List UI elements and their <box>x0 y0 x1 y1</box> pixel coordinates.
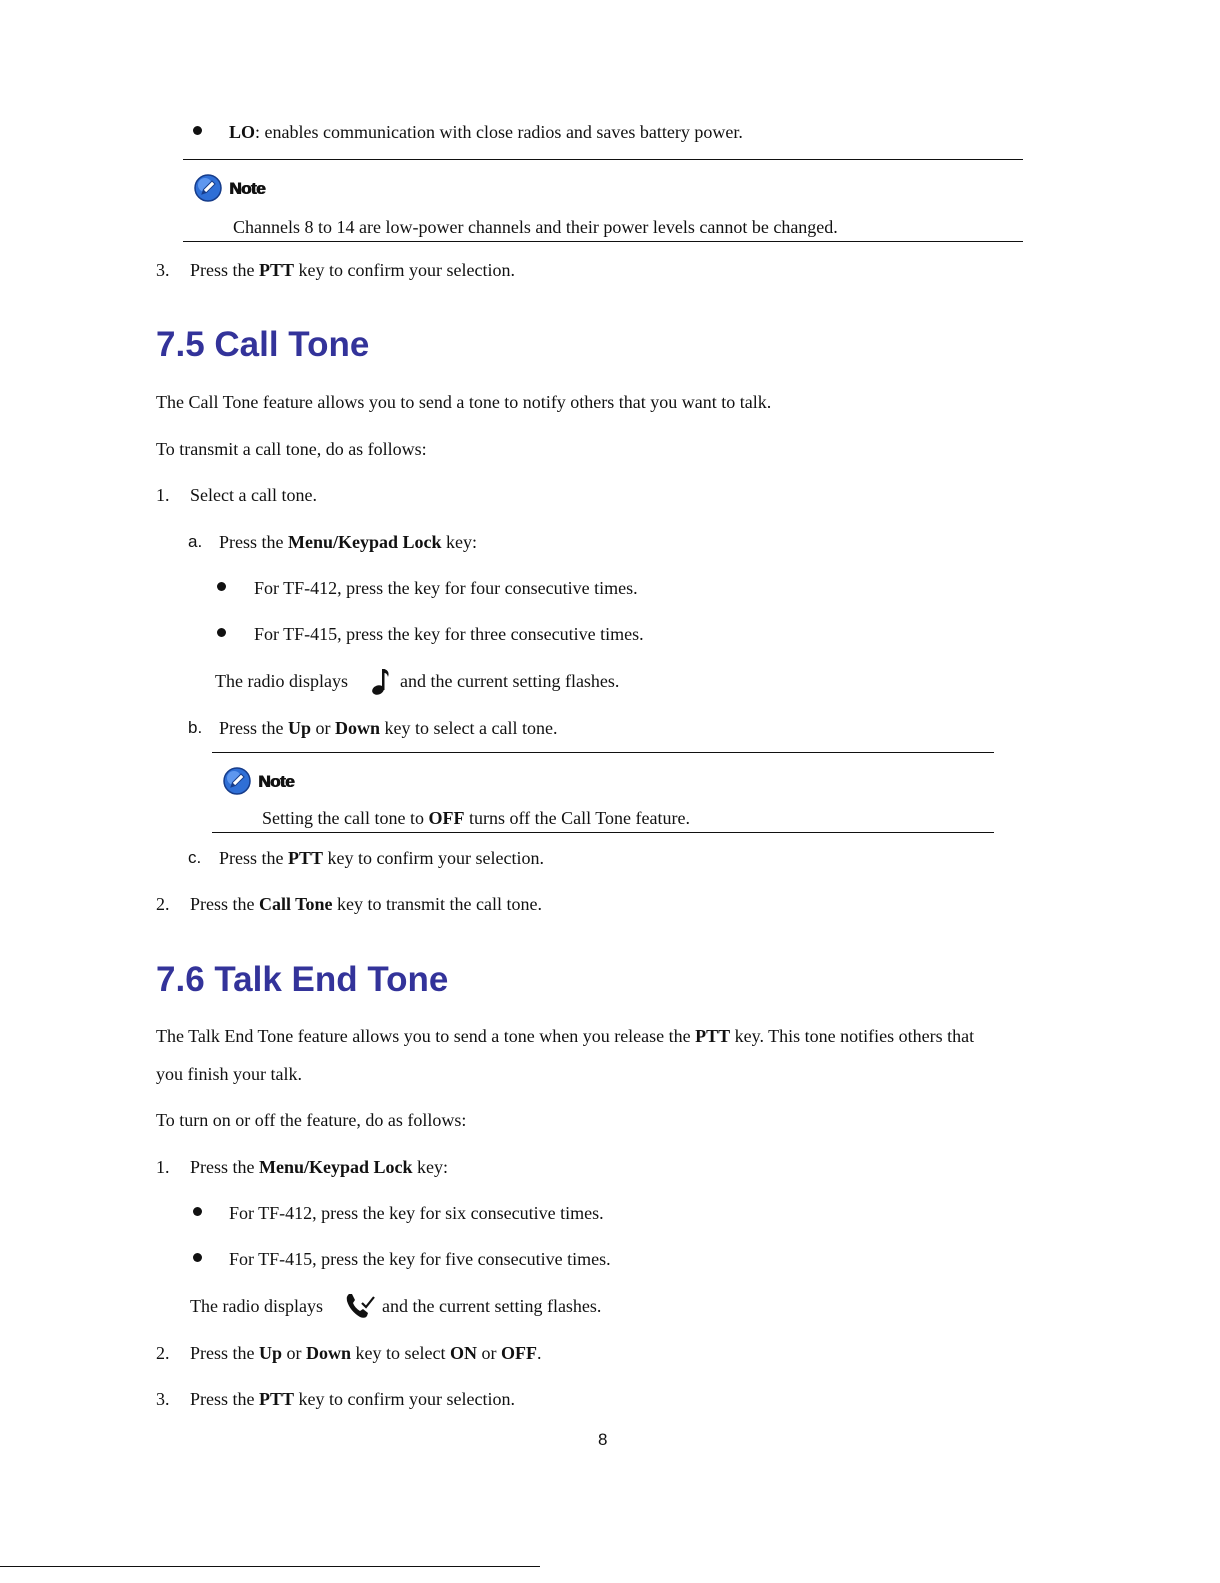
step-1-number: 1. <box>156 485 170 505</box>
footer-rule <box>0 1566 540 1567</box>
music-note-icon <box>370 666 394 696</box>
note-top-rule <box>183 159 1023 160</box>
note-label: Note <box>229 179 265 198</box>
bullet-dot <box>217 628 226 637</box>
substep-b-text: Press the Up or Down key to select a call tone. <box>219 718 558 738</box>
bullet-tf415: For TF-415, press the key for three consecutive times. <box>254 624 644 644</box>
note-bottom-rule <box>183 241 1023 242</box>
lo-text: : enables communication with close radios and saves battery power. <box>255 122 743 142</box>
bullet-tf412: For TF-412, press the key for four consecutive times. <box>254 578 638 598</box>
step-1-text: Select a call tone. <box>190 485 317 505</box>
substep-a-text: Press the Menu/Keypad Lock key: <box>219 532 478 552</box>
section-7-5-lead: To transmit a call tone, do as follows: <box>156 439 427 459</box>
displays-post: and the current setting flashes. <box>400 671 620 691</box>
section-7-5-intro: The Call Tone feature allows you to send a tone to notify others that you want to talk. <box>156 392 772 412</box>
bullet-dot <box>193 1207 202 1216</box>
displays-pre: The radio displays <box>190 1296 323 1316</box>
substep-b-letter: b. <box>188 718 203 737</box>
substep-c-text: Press the PTT key to confirm your selection. <box>219 848 544 868</box>
note-bottom-rule <box>212 832 994 833</box>
step-1-number: 1. <box>156 1157 170 1177</box>
bullet-tf412: For TF-412, press the key for six consecutive times. <box>229 1203 604 1223</box>
bullet-dot <box>193 1253 202 1262</box>
section-7-6-intro: The Talk End Tone feature allows you to send a tone when you release the PTT key. This tone notifies others that <box>156 1026 975 1046</box>
bullet-dot <box>217 582 226 591</box>
note-pencil-icon <box>223 767 251 795</box>
step-2-text: Press the Up or Down key to select ON or OFF. <box>190 1343 542 1363</box>
step-2-text: Press the Call Tone key to transmit the call tone. <box>190 894 542 914</box>
step-3-number: 3. <box>156 1389 170 1409</box>
step-3-text: Press the PTT key to confirm your selection. <box>190 1389 515 1409</box>
displays-pre: The radio displays <box>215 671 348 691</box>
step-1-text: Press the Menu/Keypad Lock key: <box>190 1157 449 1177</box>
note-pencil-icon <box>194 174 222 202</box>
lo-term: LO <box>229 122 256 142</box>
step-3-text: Press the PTT key to confirm your selection. <box>190 260 515 280</box>
section-heading-7-6: 7.6 Talk End Tone <box>156 960 449 999</box>
note-top-rule <box>212 752 994 753</box>
step-2-number: 2. <box>156 894 170 914</box>
section-7-6-intro-line2: you finish your talk. <box>156 1064 302 1084</box>
section-heading-7-5: 7.5 Call Tone <box>156 325 370 364</box>
bullet-tf415: For TF-415, press the key for five consecutive times. <box>229 1249 611 1269</box>
step-3-number: 3. <box>156 260 170 280</box>
note-label: Note <box>258 772 294 791</box>
lo-item <box>229 120 743 144</box>
substep-a-letter: a. <box>188 532 203 551</box>
step-2-number: 2. <box>156 1343 170 1363</box>
bullet-dot <box>193 126 202 135</box>
note1-text: Channels 8 to 14 are low-power channels and their power levels cannot be changed. <box>233 217 838 237</box>
phone-tone-icon <box>344 1291 376 1321</box>
page-number: 8 <box>598 1430 608 1449</box>
note2-text: Setting the call tone to OFF turns off the Call Tone feature. <box>262 808 690 828</box>
substep-c-letter: c. <box>188 848 202 867</box>
displays-post: and the current setting flashes. <box>382 1296 602 1316</box>
section-7-6-lead: To turn on or off the feature, do as follows: <box>156 1110 467 1130</box>
